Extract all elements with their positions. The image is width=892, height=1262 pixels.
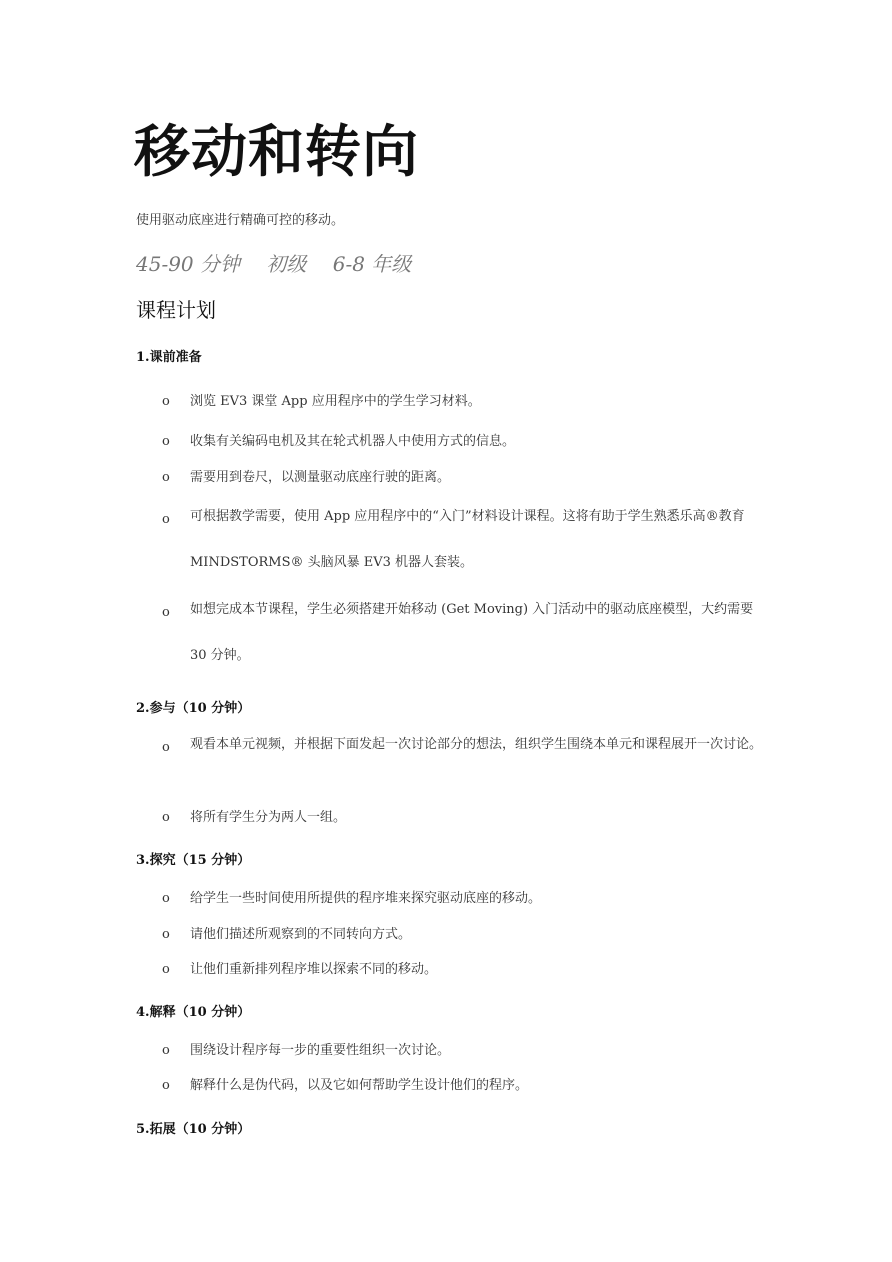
bullet-icon: o — [162, 810, 170, 825]
bullet-icon: o — [162, 470, 170, 485]
plan-heading: 课程计划 — [136, 298, 216, 322]
bullet-icon: o — [162, 605, 170, 620]
page-subtitle: 使用驱动底座进行精确可控的移动。 — [136, 213, 345, 228]
list-item: 解释什么是伪代码，以及它如何帮助学生设计他们的程序。 — [190, 1078, 529, 1093]
bullet-icon: o — [162, 1078, 170, 1093]
section-heading: 3.探究（15 分钟） — [136, 853, 251, 868]
section-heading: 5.拓展（10 分钟） — [136, 1122, 251, 1137]
section-heading: 1.课前准备 — [136, 350, 202, 365]
bullet-icon: o — [162, 927, 170, 942]
list-item: 将所有学生分为两人一组。 — [190, 810, 347, 825]
list-item: 可根据教学需要，使用 App 应用程序中的“入门”材料设计课程。这将有助于学生熟悉乐高®教育 MINDSTORMS® 头脑风暴 EV3 机器人套装。 — [190, 509, 745, 570]
section-heading: 4.解释（10 分钟） — [136, 1005, 251, 1020]
bullet-icon: o — [162, 434, 170, 449]
list-item: 观看本单元视频，并根据下面发起一次讨论部分的想法，组织学生围绕本单元和课程展开一次讨论。 — [190, 737, 763, 752]
grade-label: 6-8 年级 — [332, 252, 412, 276]
duration-label: 45-90 分钟 — [136, 252, 241, 276]
list-item: 围绕设计程序每一步的重要性组织一次讨论。 — [190, 1043, 451, 1058]
bullet-icon: o — [162, 512, 170, 527]
page-title: 移动和转向 — [134, 119, 419, 185]
bullet-icon: o — [162, 394, 170, 409]
bullet-icon: o — [162, 962, 170, 977]
list-item: 收集有关编码电机及其在轮式机器人中使用方式的信息。 — [190, 434, 516, 449]
list-item: 让他们重新排列程序堆以探索不同的移动。 — [190, 962, 438, 977]
list-item: 如想完成本节课程，学生必须搭建开始移动 (Get Moving) 入门活动中的驱动底座模型，大约需要 30 分钟。 — [190, 602, 754, 663]
list-item: 请他们描述所观察到的不同转向方式。 — [190, 927, 412, 942]
list-item: 浏览 EV3 课堂 App 应用程序中的学生学习材料。 — [190, 394, 481, 409]
section-heading: 2.参与（10 分钟） — [136, 701, 251, 716]
bullet-icon: o — [162, 1043, 170, 1058]
bullet-icon: o — [162, 740, 170, 755]
bullet-icon: o — [162, 891, 170, 906]
lesson-meta — [136, 248, 431, 277]
level-label: 初级 — [266, 252, 307, 276]
list-item: 给学生一些时间使用所提供的程序堆来探究驱动底座的移动。 — [190, 891, 542, 906]
list-item: 需要用到卷尺，以测量驱动底座行驶的距离。 — [190, 470, 451, 485]
